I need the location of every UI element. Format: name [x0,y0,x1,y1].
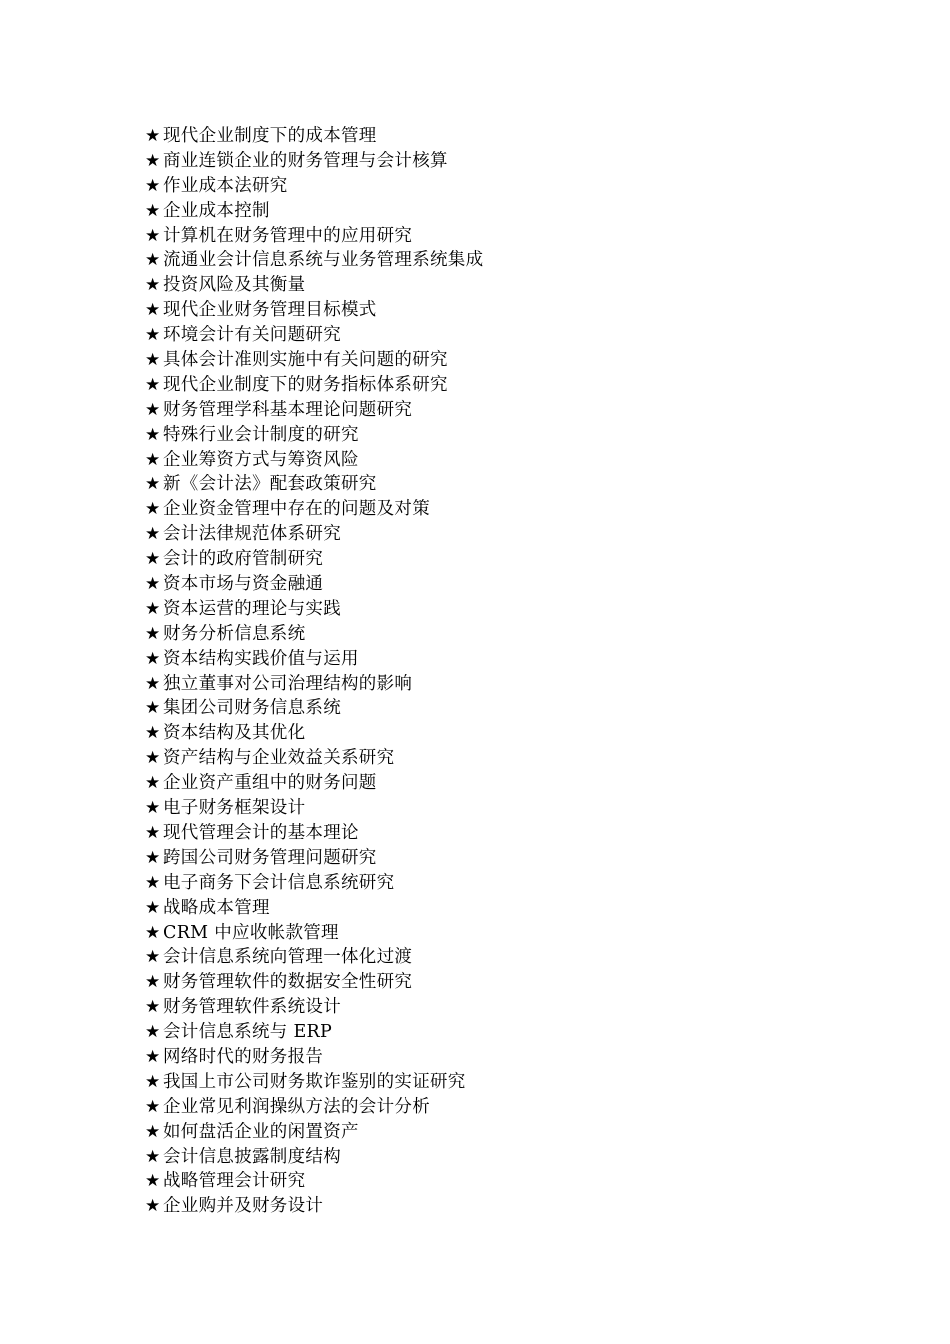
topic-item [145,1070,483,1095]
star-bullet-icon: ★ [145,922,161,943]
topic-item [145,896,483,921]
topic-item [145,124,483,149]
star-bullet-icon: ★ [145,325,161,346]
topic-item [145,199,483,224]
topic-text: 现代企业制度下的财务指标体系研究 [163,374,448,395]
star-bullet-icon: ★ [145,798,161,819]
topic-text: 战略成本管理 [163,897,270,918]
topic-text: 资本运营的理论与实践 [163,598,341,619]
topic-text: CRM 中应收帐款管理 [163,922,339,943]
topic-text: 企业资金管理中存在的问题及对策 [163,499,430,520]
topic-item [145,1194,483,1219]
topic-item [145,597,483,622]
star-bullet-icon: ★ [145,1146,161,1167]
topic-text: 环境会计有关问题研究 [163,325,341,346]
star-bullet-icon: ★ [145,872,161,893]
topic-text: 现代管理会计的基本理论 [163,822,359,843]
topic-item [145,1045,483,1070]
star-bullet-icon: ★ [145,1022,161,1043]
topic-text: 如何盘活企业的闲置资产 [163,1121,359,1142]
topic-text: 独立董事对公司治理结构的影响 [163,673,413,694]
star-bullet-icon: ★ [145,1096,161,1117]
star-bullet-icon: ★ [145,673,161,694]
topic-text: 企业常见利润操纵方法的会计分析 [163,1096,430,1117]
star-bullet-icon: ★ [145,499,161,520]
topic-item [145,448,483,473]
topic-text: 会计信息系统与 ERP [163,1022,333,1043]
star-bullet-icon: ★ [145,350,161,371]
topic-item [145,672,483,697]
topic-item [145,1169,483,1194]
star-bullet-icon: ★ [145,225,161,246]
topic-text: 资本结构及其优化 [163,723,306,744]
topic-text: 流通业会计信息系统与业务管理系统集成 [163,250,484,271]
topic-item [145,348,483,373]
star-bullet-icon: ★ [145,300,161,321]
star-bullet-icon: ★ [145,847,161,868]
topic-item [145,373,483,398]
topic-item [145,871,483,896]
topic-item [145,846,483,871]
topic-item [145,746,483,771]
topic-text: 资产结构与企业效益关系研究 [163,748,395,769]
topic-text: 资本结构实践价值与运用 [163,648,359,669]
topic-text: 电子财务框架设计 [163,798,306,819]
topic-item [145,1120,483,1145]
star-bullet-icon: ★ [145,275,161,296]
topic-text: 商业连锁企业的财务管理与会计核算 [163,150,448,171]
topic-item [145,149,483,174]
star-bullet-icon: ★ [145,972,161,993]
topic-item [145,224,483,249]
topic-item [145,696,483,721]
topic-item [145,821,483,846]
topic-item [145,398,483,423]
topic-item [145,248,483,273]
topic-item [145,970,483,995]
topic-item [145,423,483,448]
topic-item [145,921,483,946]
star-bullet-icon: ★ [145,474,161,495]
topic-text: 财务管理软件的数据安全性研究 [163,972,413,993]
topic-item [145,522,483,547]
topic-item [145,647,483,672]
topic-text: 跨国公司财务管理问题研究 [163,847,377,868]
topic-item [145,547,483,572]
topic-item [145,945,483,970]
star-bullet-icon: ★ [145,150,161,171]
topic-text: 企业筹资方式与筹资风险 [163,449,359,470]
topic-item [145,771,483,796]
topic-text: 作业成本法研究 [163,175,288,196]
topic-text: 投资风险及其衡量 [163,275,306,296]
topic-text: 财务分析信息系统 [163,623,306,644]
star-bullet-icon: ★ [145,598,161,619]
topic-text: 会计法律规范体系研究 [163,524,341,545]
topic-list [145,124,483,1219]
topic-text: 企业成本控制 [163,200,270,221]
topic-item [145,721,483,746]
star-bullet-icon: ★ [145,897,161,918]
topic-text: 财务管理软件系统设计 [163,997,341,1018]
star-bullet-icon: ★ [145,1046,161,1067]
star-bullet-icon: ★ [145,549,161,570]
topic-text: 企业资产重组中的财务问题 [163,773,377,794]
topic-text: 现代企业制度下的成本管理 [163,126,377,146]
topic-item [145,622,483,647]
topic-text: 现代企业财务管理目标模式 [163,300,377,321]
star-bullet-icon: ★ [145,997,161,1018]
topic-item [145,1145,483,1170]
topic-text: 会计的政府管制研究 [163,549,324,570]
star-bullet-icon: ★ [145,947,161,968]
star-bullet-icon: ★ [145,748,161,769]
star-bullet-icon: ★ [145,1121,161,1142]
topic-text: 新《会计法》配套政策研究 [163,474,377,495]
star-bullet-icon: ★ [145,175,161,196]
star-bullet-icon: ★ [145,524,161,545]
star-bullet-icon: ★ [145,822,161,843]
star-bullet-icon: ★ [145,574,161,595]
star-bullet-icon: ★ [145,424,161,445]
topic-text: 会计信息系统向管理一体化过渡 [163,947,413,968]
star-bullet-icon: ★ [145,1171,161,1192]
topic-item [145,1020,483,1045]
star-bullet-icon: ★ [145,623,161,644]
topic-item [145,174,483,199]
topic-item [145,298,483,323]
topic-text: 战略管理会计研究 [163,1171,306,1192]
topic-text: 会计信息披露制度结构 [163,1146,341,1167]
star-bullet-icon: ★ [145,126,161,146]
topic-item [145,796,483,821]
topic-item [145,472,483,497]
topic-item [145,1095,483,1120]
star-bullet-icon: ★ [145,200,161,221]
star-bullet-icon: ★ [145,449,161,470]
star-bullet-icon: ★ [145,374,161,395]
topic-text: 具体会计准则实施中有关问题的研究 [163,350,448,371]
topic-text: 企业购并及财务设计 [163,1196,324,1217]
topic-text: 电子商务下会计信息系统研究 [163,872,395,893]
topic-text: 特殊行业会计制度的研究 [163,424,359,445]
star-bullet-icon: ★ [145,698,161,719]
topic-text: 计算机在财务管理中的应用研究 [163,225,413,246]
topic-text: 资本市场与资金融通 [163,574,324,595]
topic-text: 网络时代的财务报告 [163,1046,324,1067]
star-bullet-icon: ★ [145,1196,161,1217]
topic-item [145,273,483,298]
star-bullet-icon: ★ [145,399,161,420]
topic-item [145,497,483,522]
topic-text: 集团公司财务信息系统 [163,698,341,719]
star-bullet-icon: ★ [145,648,161,669]
topic-text: 我国上市公司财务欺诈鉴别的实证研究 [163,1071,466,1092]
star-bullet-icon: ★ [145,723,161,744]
topic-text: 财务管理学科基本理论问题研究 [163,399,413,420]
topic-item [145,572,483,597]
topic-item [145,995,483,1020]
star-bullet-icon: ★ [145,1071,161,1092]
star-bullet-icon: ★ [145,773,161,794]
star-bullet-icon: ★ [145,250,161,271]
topic-item [145,323,483,348]
